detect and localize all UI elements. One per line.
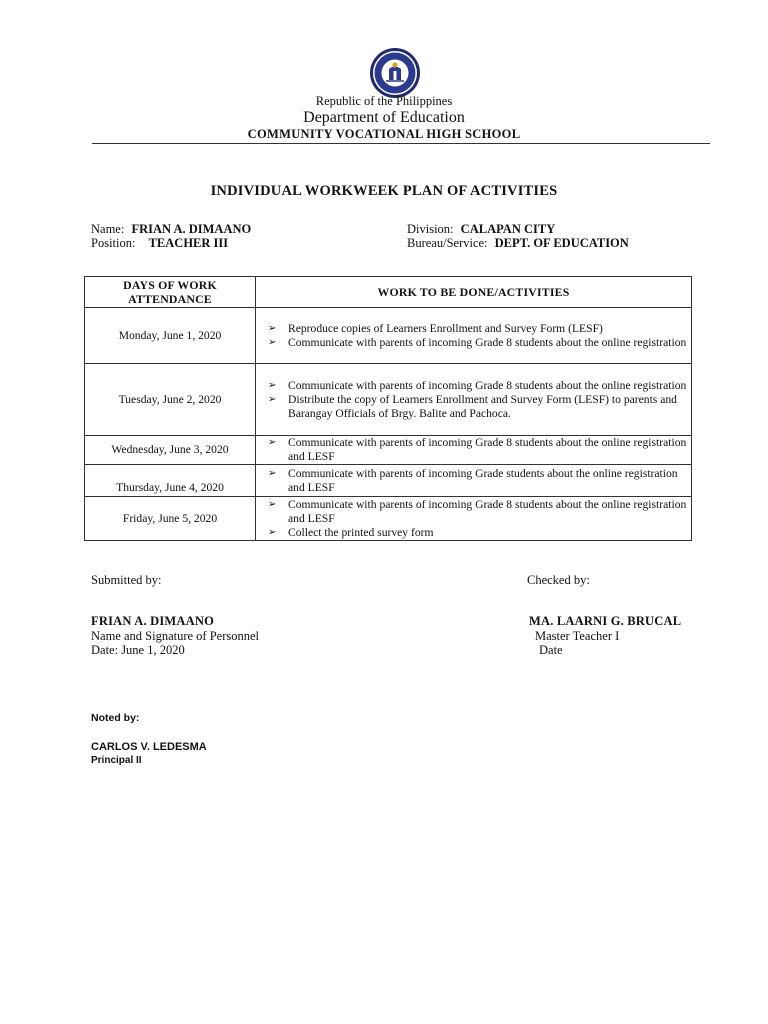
bureau-value: DEPT. OF EDUCATION (494, 236, 629, 250)
division-field (407, 222, 555, 237)
workweek-table (84, 276, 692, 541)
activity-item: ➢ Reproduce copies of Learners Enrollment and Survey Form (LESF) (260, 322, 691, 336)
bureau-label: Bureau/Service: (407, 236, 488, 250)
table-row (85, 436, 692, 465)
name-label: Name: (91, 222, 125, 236)
submitter-caption: Name and Signature of Personnel (91, 629, 260, 643)
table-row (85, 497, 692, 541)
activity-item: ➢ Communicate with parents of incoming Grade 8 students about the online registration and LESF (260, 498, 691, 526)
submitter-name: FRIAN A. DIMAANO (91, 614, 214, 628)
activity-item: ➢ Communicate with parents of incoming Grade 8 students about the online registration (260, 379, 691, 393)
bureau-field (407, 236, 629, 251)
deped-seal-logo (369, 47, 421, 99)
department-line: Department of Education (303, 109, 465, 126)
activity-item: ➢ Communicate with parents of incoming Grade 8 students about the online registration and LESF (260, 436, 691, 464)
header-divider (92, 143, 710, 144)
submitted-by-label: Submitted by: (91, 573, 162, 587)
activity-item: ➢ Collect the printed survey form (260, 526, 691, 540)
name-value: FRIAN A. DIMAANO (131, 222, 252, 236)
activity-list (260, 322, 691, 350)
checker-title: Master Teacher I (535, 629, 620, 643)
checker-date: Date (539, 643, 563, 657)
position-field (91, 236, 228, 251)
table-row (85, 308, 692, 364)
activity-item: ➢ Distribute the copy of Learners Enrollment and Survey Form (LESF) to parents and Barangay Officials of Brgy. Balite and Pachoca. (260, 393, 691, 421)
checked-by-label: Checked by: (527, 573, 590, 587)
submitter-date: Date: June 1, 2020 (91, 643, 185, 657)
position-value: TEACHER III (148, 236, 229, 250)
day-cell: Monday, June 1, 2020 (85, 308, 256, 364)
activities-cell (256, 308, 692, 364)
activities-cell (256, 497, 692, 541)
school-name: COMMUNITY VOCATIONAL HIGH SCHOOL (247, 127, 521, 141)
activity-list (260, 379, 691, 421)
activities-cell (256, 465, 692, 497)
days-header: DAYS OF WORK ATTENDANCE (85, 277, 256, 308)
document-title: INDIVIDUAL WORKWEEK PLAN OF ACTIVITIES (210, 183, 558, 199)
noter-title: Principal II (91, 755, 142, 766)
noter-name: CARLOS V. LEDESMA (91, 741, 207, 753)
division-label: Division: (407, 222, 454, 236)
noted-by-label: Noted by: (91, 712, 140, 724)
activity-item: ➢ Communicate with parents of incoming Grade 8 students about the online registration (260, 336, 691, 350)
activities-header: WORK TO BE DONE/ACTIVITIES (256, 277, 692, 308)
day-cell: Tuesday, June 2, 2020 (85, 364, 256, 436)
table-row (85, 364, 692, 436)
division-value: CALAPAN CITY (460, 222, 556, 236)
activities-cell (256, 364, 692, 436)
position-label: Position: (91, 236, 136, 250)
checker-name: MA. LAARNI G. BRUCAL (529, 614, 682, 628)
day-cell: Friday, June 5, 2020 (85, 497, 256, 541)
table-header-row (85, 277, 692, 308)
name-field (91, 222, 251, 237)
activity-list (260, 498, 691, 540)
republic-line: Republic of the Philippines (315, 94, 453, 108)
day-cell: Thursday, June 4, 2020 (85, 465, 256, 497)
day-cell: Wednesday, June 3, 2020 (85, 436, 256, 465)
activities-cell (256, 436, 692, 465)
activity-list (260, 467, 691, 495)
activity-list (260, 436, 691, 464)
table-row (85, 465, 692, 497)
activity-item: ➢ Communicate with parents of incoming Grade students about the online registration and LESF (260, 467, 691, 495)
